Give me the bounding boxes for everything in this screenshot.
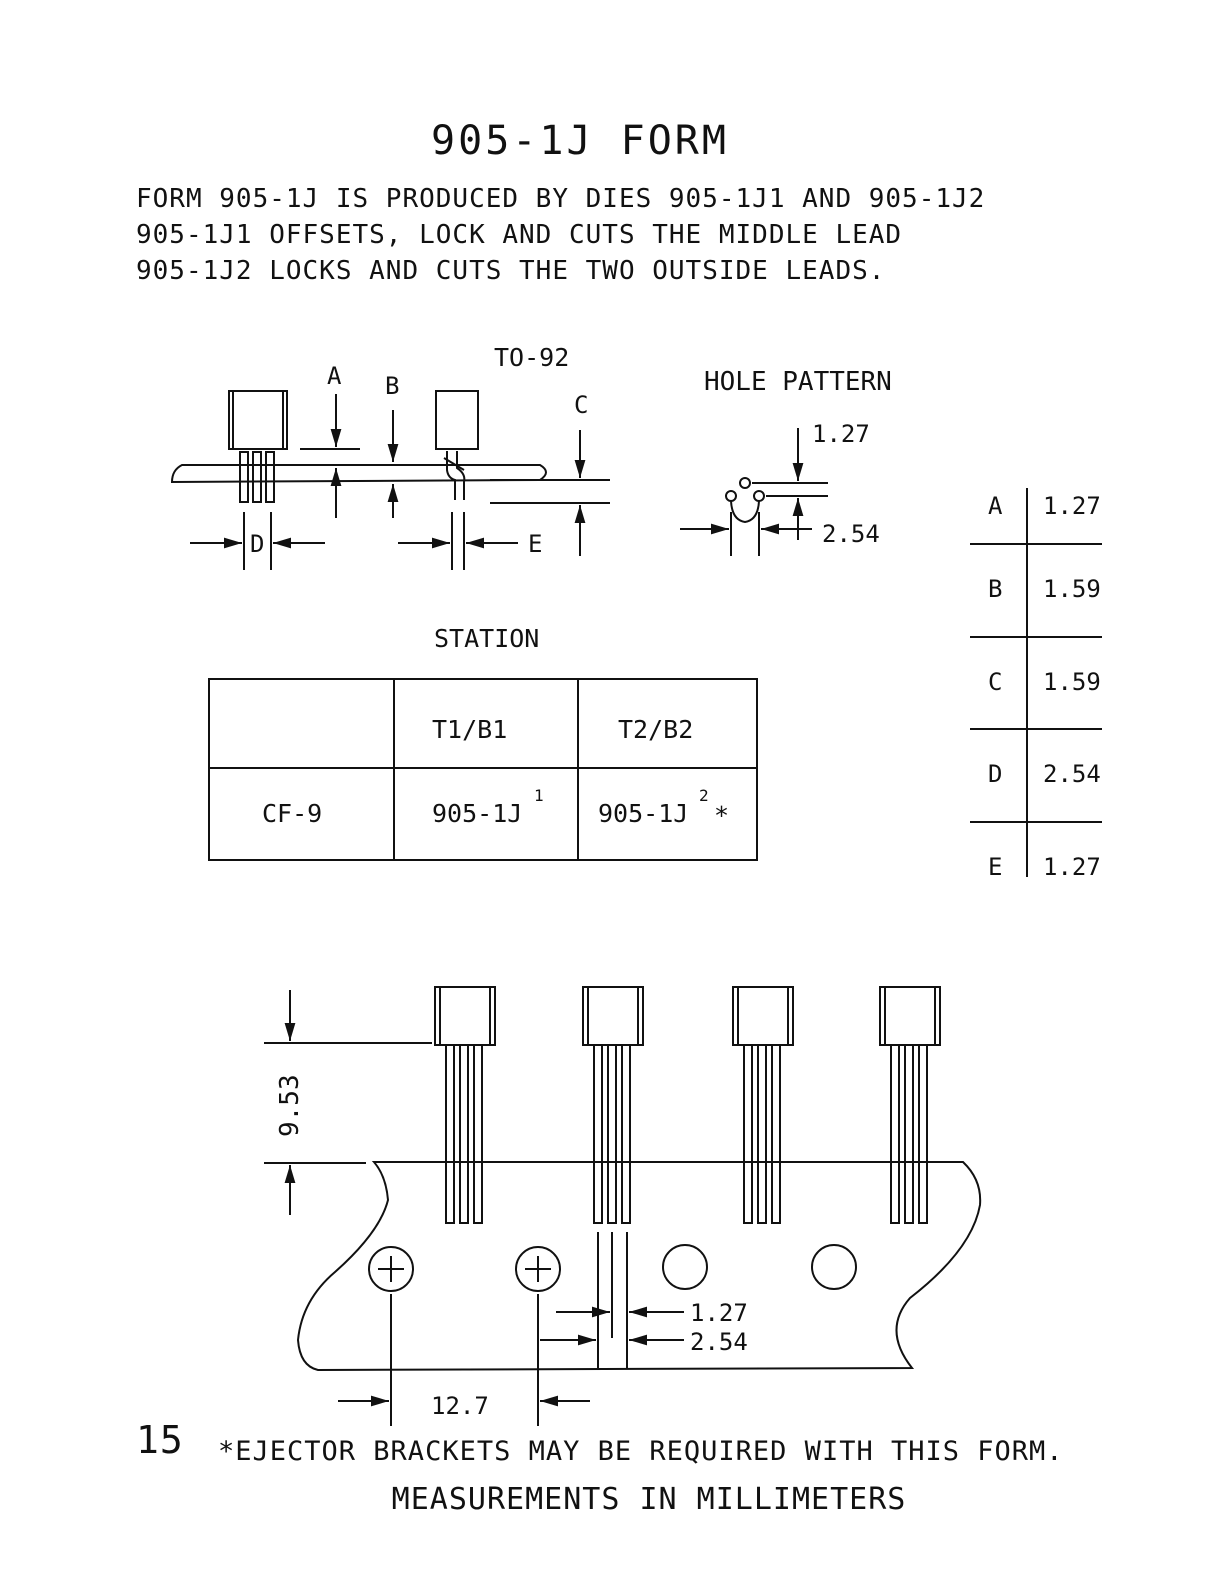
dim-table-value: 1.27	[1043, 853, 1101, 881]
transistor-4	[880, 987, 940, 1223]
station-table	[209, 624, 757, 860]
page-title: 905-1J FORM	[431, 118, 729, 164]
station-header-t1b1: T1/B1	[432, 715, 508, 744]
dim-table-key: D	[988, 760, 1003, 788]
intro-line-3: 905-1J2 LOCKS AND CUTS THE TWO OUTSIDE LEADS.	[136, 256, 886, 286]
station-die-1-sup: 1	[534, 786, 544, 805]
transistor-front	[229, 391, 287, 502]
station-die-2: 905-1J	[598, 799, 689, 828]
tape-strip	[172, 465, 546, 482]
hole-dim-bottom: 2.54	[822, 520, 880, 548]
dim-table-key: E	[988, 853, 1003, 881]
page-number: 15	[136, 1418, 184, 1462]
station-title: STATION	[434, 624, 540, 653]
station-header-t2b2: T2/B2	[618, 715, 694, 744]
intro-line-2: 905-1J1 OFFSETS, LOCK AND CUTS THE MIDDLE LEAD	[136, 220, 903, 250]
dim-a-label: A	[327, 362, 342, 390]
tape-outline	[298, 1162, 980, 1370]
side-view-diagram	[172, 343, 610, 570]
intro-line-1: FORM 905-1J IS PRODUCED BY DIES 905-1J1 AND 905-1J2	[136, 184, 986, 214]
hole-dim-top: 1.27	[812, 420, 870, 448]
ejector-mark: *	[714, 801, 730, 830]
transistor-2	[583, 987, 643, 1223]
transistor-side	[436, 391, 478, 500]
sprocket-hole-4	[812, 1245, 856, 1289]
lead-dim-2: 2.54	[690, 1328, 748, 1356]
dim-b-label: B	[385, 372, 400, 400]
station-die-1: 905-1J	[432, 799, 523, 828]
units-note: MEASUREMENTS IN MILLIMETERS	[391, 1482, 907, 1517]
sprocket-hole-1	[369, 1247, 413, 1291]
hole-pattern-title: HOLE PATTERN	[704, 367, 892, 397]
dim-table-value: 1.27	[1043, 492, 1101, 520]
transistor-3	[733, 987, 793, 1223]
transistor-1	[435, 987, 495, 1223]
sprocket-hole-3	[663, 1245, 707, 1289]
dim-table-key: A	[988, 492, 1003, 520]
dim-d-label: D	[250, 530, 265, 558]
height-dim: 9.53	[275, 1074, 305, 1137]
dim-table-value: 1.59	[1043, 575, 1101, 603]
station-die-2-sup: 2	[699, 786, 709, 805]
dim-table-key: B	[988, 575, 1003, 603]
footnote: *EJECTOR BRACKETS MAY BE REQUIRED WITH THIS FORM.	[218, 1436, 1064, 1467]
station-row-name: CF-9	[262, 799, 323, 828]
dim-table-value: 2.54	[1043, 760, 1101, 788]
dim-table-value: 1.59	[1043, 668, 1101, 696]
dim-table-key: C	[988, 668, 1003, 696]
hole-pattern-diagram	[680, 367, 892, 556]
lead-dim-1: 1.27	[690, 1299, 748, 1327]
dimension-table	[970, 488, 1102, 881]
dim-c-label: C	[574, 391, 589, 419]
package-label: TO-92	[494, 343, 570, 372]
pitch-dim: 12.7	[431, 1392, 489, 1420]
sprocket-hole-2	[516, 1247, 560, 1291]
tape-front-diagram	[264, 987, 980, 1426]
dim-e-label: E	[528, 530, 543, 558]
